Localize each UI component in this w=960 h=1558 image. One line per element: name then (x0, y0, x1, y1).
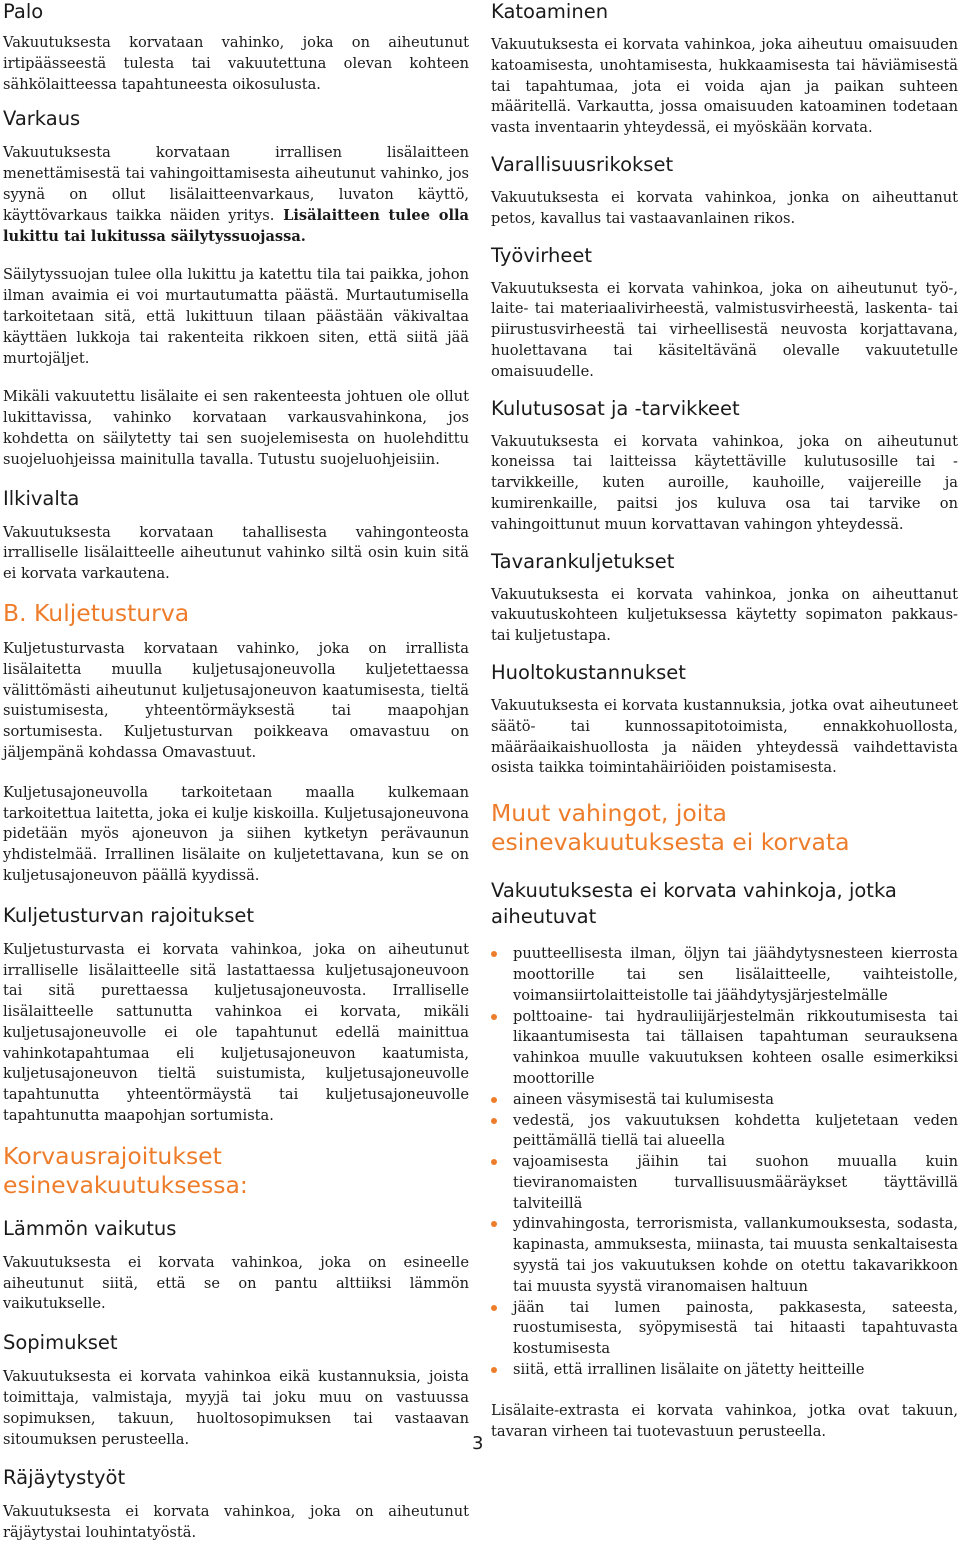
list-item (491, 1090, 958, 1111)
section-varkaus (3, 107, 469, 470)
bullet-icon (491, 1159, 497, 1165)
paragraph-varkaus-1-text: Vakuutuksesta korvataan irrallisen lisälaitteen menettämisestä tai vahingoittamisesta aiheutunut vahinko, jos syynä on ollut lisälaitteenvarkaus, luvaton käyttö, käyttövarkaus taikka näiden yritys. (3, 144, 469, 224)
right-column (491, 0, 958, 1456)
heading-tavarankuljetukset: Tavarankuljetukset (491, 549, 675, 573)
section-tavarankuljetukset (491, 550, 958, 647)
list-item (491, 944, 958, 1006)
paragraph-kulutusosat: Vakuutuksesta ei korvata vahinkoa, joka on aiheutunut koneissa tai laitteissa käytettäville kulutusosille tai -tarvikkeille, kuten auroille, kauhoille, vaijereille ja kumirenkaille, paitsi jos kuluva osa tai tarvike on vahingoittunut muun korvattavan vahingon yhteydessä. (491, 432, 958, 533)
heading-ilkivalta: Ilkivalta (3, 486, 80, 510)
paragraph-palo: Vakuutuksesta korvataan vahinko, joka on aiheutunut irtipäässeestä tulesta tai vakuutettuna olevan kohteen sähkölaitteessa tapahtuneesta oikosulusta. (3, 34, 469, 93)
bullet-icon (491, 1118, 497, 1124)
paragraph-varkaus-2: Säilytyssuojan tulee olla lukittu ja katettu tila tai paikka, johon ilman avaimia ei voi murtautumatta päästä. Murtautumisella tarkoitetaan sitä, että lukittuun tilaan päästään väkivaltaa käyttäen lukkoja tai rakenteita rikkoen siten, että siitä jää murtojäljet. (3, 266, 469, 367)
paragraph-tavarankuljetukset: Vakuutuksesta ei korvata vahinkoa, jonka on aiheuttanut vakuutuskohteen kuljetuksessa käytetty sopimaton pakkaus- tai kuljetustapa. (491, 585, 958, 645)
list-item-text: ydinvahingosta, terrorismista, vallankumouksesta, sodasta, kapinasta, ammuksesta, miinasta, tai muusta senkaltaisesta syystä tai jos vakuutuksen kohde on otettu takavarikkoon tai muusta syystä viranomaisen haltuun (513, 1215, 958, 1295)
paragraph-lisalaite-extra: Lisälaite-extrasta ei korvata vahinkoa, jotka ovat takuun, tavaran virheen tai tuotevastuun perusteella. (491, 1401, 958, 1440)
page-number: 3 (472, 1433, 484, 1454)
list-item (491, 1360, 958, 1381)
paragraph-ilkivalta: Vakuutuksesta korvataan tahallisesta vahingonteosta irralliselle lisälaitteelle aiheutunut vahinko siltä osin kuin sitä ei korvata varkautena. (3, 523, 469, 583)
section-kuljetusturvan-rajoitukset (3, 904, 469, 1127)
list-item-text: vajoamisesta jäihin tai suohon muualla kuin tieviranomaisten turvallisuusmääräykset täyttävillä talviteillä (513, 1153, 958, 1212)
heading-kuljetusturva: B. Kuljetusturva (3, 598, 190, 627)
paragraph-varkaus-1 (3, 143, 469, 247)
list-item (491, 1007, 958, 1090)
bullet-icon (491, 1014, 497, 1020)
paragraph-varkaus-1-emphasis: Lisälaitteen tulee olla lukittu tai lukitussa säilytyssuojassa. (3, 206, 470, 245)
bullet-icon (491, 1221, 497, 1227)
list-item (491, 1298, 958, 1360)
paragraph-lammon-vaikutus: Vakuutuksesta ei korvata vahinkoa, joka on esineelle aiheutunut siitä, että se on pantu alttiiksi lämmön vaikutukselle. (3, 1253, 469, 1313)
paragraph-varkaus-3: Mikäli vakuutettu lisälaite ei sen rakenteesta johtuen ole ollut lukittavissa, vahinko korvataan varkausvahinkona, jos kohdetta on säilytetty tai sen suojelemisesta on huolehdittu suojeluohjeissa mainitulla tavalla. Tutustu suojeluohjeisiin. (3, 388, 469, 468)
section-kuljetusturva (3, 599, 469, 887)
heading-palo: Palo (3, 0, 44, 23)
section-lammon-vaikutus (3, 1217, 469, 1315)
list-item-text: siitä, että irrallinen lisälaite on jätetty heitteille (513, 1361, 865, 1379)
list-item (491, 1111, 958, 1153)
paragraph-katoaminen: Vakuutuksesta ei korvata vahinkoa, joka aiheutuu omaisuuden katoamisesta, unohtamisesta, hukkaamisesta tai häviämisestä tai tapahtumaa, jota ei voida ajan ja paikan suhteen määritellä. Varkautta, jossa omaisuuden katoaminen todetaan vasta inventaarin yhteydessä, ei myöskään korvata. (491, 36, 958, 137)
list-item-text: aineen väsymisestä tai kulumisesta (513, 1090, 774, 1108)
heading-sopimukset: Sopimukset (3, 1331, 118, 1355)
heading-tyovirheet: Työvirheet (491, 243, 592, 267)
bullet-icon (491, 951, 497, 957)
section-huoltokustannukset (491, 661, 958, 779)
heading-katoaminen: Katoaminen (491, 0, 609, 23)
paragraph-huoltokustannukset: Vakuutuksesta ei korvata kustannuksia, jotka ovat aiheutuneet säätö- tai kunnossapitotoimista, ennakkohuollosta, määräaikaishuollosta ja näiden yhteydessä vaihdettavista osista taikka toimintahäiriöiden poistamisesta. (491, 696, 958, 777)
heading-korvausrajoitukset: Korvausrajoitukset esinevakuutuksessa: (3, 1141, 248, 1199)
heading-varkaus: Varkaus (3, 107, 81, 131)
section-katoaminen (491, 0, 958, 139)
bullet-icon (491, 1305, 497, 1311)
heading-huoltokustannukset: Huoltokustannukset (491, 660, 686, 684)
paragraph-kuljetusturva-1: Kuljetusturvasta korvataan vahinko, joka on irrallista lisälaitetta muulla kuljetusajoneuvolla kuljetettaessa välittömästi aiheutunut kuljetusajoneuvon kaatumisesta, tieltä suistumisesta, yhteentörmäyksestä tai maapohjan sortumisesta. Kuljetusturvan poikkeava omavastuu on jäljempänä kohdassa Omavastuut. (3, 639, 469, 761)
subheading-muut-vahingot: Vakuutuksesta ei korvata vahinkoja, jotka aiheutuvat (491, 879, 897, 929)
heading-rajaytystyot: Räjäytystyöt (3, 1466, 126, 1490)
paragraph-kuljetusturvan-rajoitukset: Kuljetusturvasta ei korvata vahinkoa, joka on aiheutunut irralliselle lisälaitteelle sitä lastattaessa kuljetusajoneuvoon tai sitä purettaessa kuljetusajoneuvosta. Irralliselle lisälaitteelle sattunutta vahinkoa ei korvata, mikäli kuljetusajoneuvolle ei ole tapahtunut edellä mainittua vahinkotapahtumaa eli kuljetusajoneuvon kaatumista, kuljetusajoneuvon tieltä suistumista, kuljetusajoneuvolle tapahtunutta yhteentörmäystä tai kuljetusajoneuvolle tapahtunutta maapohjan sortumista. (3, 940, 469, 1125)
paragraph-rajaytystyot: Vakuutuksesta ei korvata vahinkoa, joka on aiheutunut räjäytystai louhintatyöstä. (3, 1503, 469, 1542)
section-palo (3, 0, 469, 95)
heading-lammon-vaikutus: Lämmön vaikutus (3, 1216, 177, 1240)
list-item-text: jään tai lumen painosta, pakkasesta, sateesta, ruostumisesta, syöpymisestä tai hitaasti tapahtuvasta kostumisesta (513, 1298, 958, 1358)
bullet-icon (491, 1367, 497, 1373)
list-item-text: vedestä, jos vakuutuksen kohdetta kuljetetaan veden peittämällä tiellä tai alueella (513, 1111, 958, 1150)
left-column (3, 0, 469, 1558)
list-item (491, 1152, 958, 1214)
paragraph-varallisuusrikokset: Vakuutuksesta ei korvata vahinkoa, jonka on aiheuttanut petos, kavallus tai vastaavanlainen rikos. (491, 188, 958, 227)
section-korvausrajoitukset (3, 1142, 469, 1200)
heading-muut-vahingot: Muut vahingot, joita esinevakuutuksesta ei korvata (491, 799, 850, 857)
section-muut-vahingot (491, 799, 958, 1442)
section-ilkivalta (3, 487, 469, 585)
heading-varallisuusrikokset: Varallisuusrikokset (491, 152, 674, 176)
list-item-text: puutteellisesta ilman, öljyn tai jäähdytysnesteen kierrosta moottorille tai sen lisälaitteelle, vaihteistolle, voimansiirtolaitteistolle tai jäähdytysjärjestelmälle (513, 945, 958, 1004)
paragraph-sopimukset: Vakuutuksesta ei korvata vahinkoa eikä kustannuksia, joista toimittaja, valmistaja, myyjä tai joku muu on vastuussa sopimuksen, takuun, huoltosopimuksen tai vastaavan sitoumuksen perusteella. (3, 1368, 469, 1448)
muut-vahingot-list (491, 944, 958, 1381)
paragraph-tyovirheet: Vakuutuksesta ei korvata vahinkoa, joka on aiheutunut työ-, laite- tai materiaalivirheestä, valmistusvirheestä, laskenta- tai piirustusvirheestä tai virheellisestä neuvosta korjattavana, huolettavana tai käsiteltävänä olevalle vakuutetulle omaisuudelle. (491, 279, 958, 380)
heading-kuljetusturvan-rajoitukset: Kuljetusturvan rajoitukset (3, 903, 255, 927)
bullet-icon (491, 1097, 497, 1103)
section-rajaytystyot (3, 1466, 469, 1544)
section-sopimukset (3, 1331, 469, 1450)
list-item-text: polttoaine- tai hydrauliijärjestelmän rikkoutumisesta tai likaantumisesta tai tällaisen tapahtuman seurauksena vahinkoa muulle vakuutuksen kohteen osalle esimerkiksi moottorille (513, 1007, 958, 1087)
section-kulutusosat (491, 397, 958, 536)
list-item (491, 1214, 958, 1297)
heading-kulutusosat: Kulutusosat ja -tarvikkeet (491, 396, 740, 420)
section-tyovirheet (491, 244, 958, 383)
paragraph-kuljetusturva-2: Kuljetusajoneuvolla tarkoitetaan maalla kulkemaan tarkoitettua laitetta, joka ei kulje kiskoilla. Kuljetusajoneuvona pidetään myös ajoneuvon ja siihen kytketyn perävaunun yhdistelmää. Irrallinen lisälaite on kuljetettavana, kun se on kuljetusajoneuvon päällä kyydissä. (3, 783, 469, 884)
section-varallisuusrikokset (491, 153, 958, 230)
